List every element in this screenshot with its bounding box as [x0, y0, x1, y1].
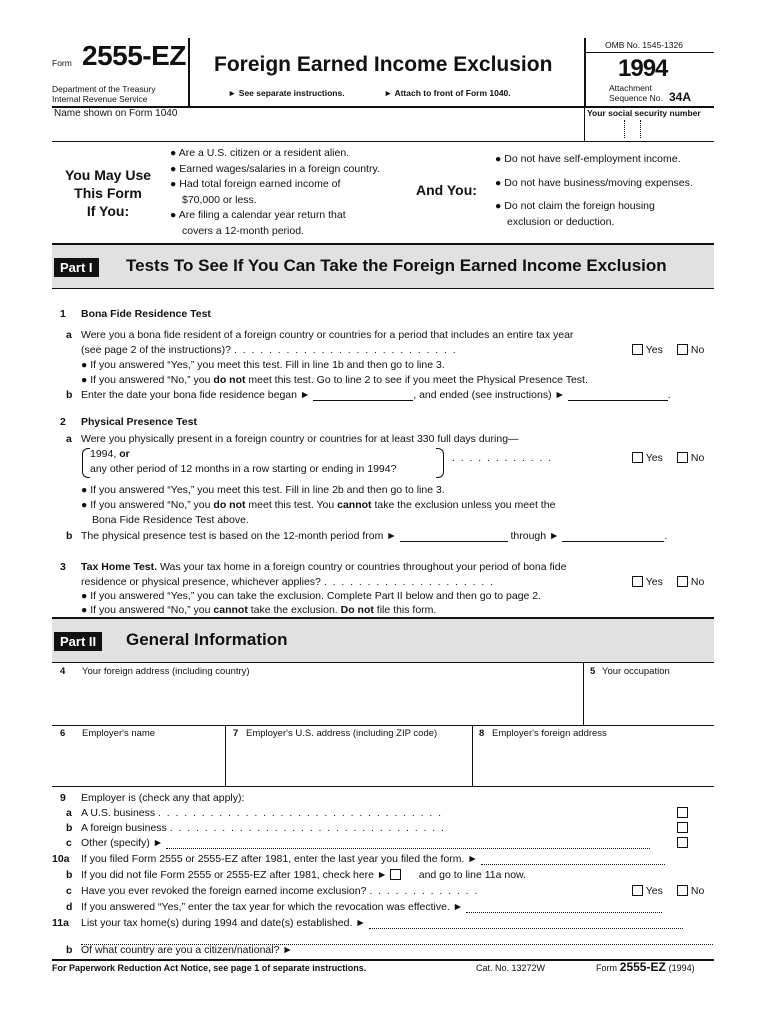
ssn-label: Your social security number	[587, 108, 701, 118]
line1-title: Bona Fide Residence Test	[81, 308, 211, 320]
line2b-letter: b	[66, 530, 73, 542]
line10a-number: 10a	[52, 853, 70, 865]
line9-text: Employer is (check any that apply):	[81, 792, 245, 804]
other-checkbox[interactable]	[677, 837, 688, 848]
eligibility-left-list	[170, 146, 380, 239]
employer-foreign-address-field[interactable]	[475, 742, 712, 784]
eligibility-item: ● Do not claim the foreign housing	[495, 200, 655, 212]
tax-home-field[interactable]	[369, 928, 683, 929]
line1-bullet2: ● If you answered “No,” you do not meet this test. Go to line 2 to see if you meet the Physical Presence Test.	[81, 374, 588, 386]
line9b-text: A foreign business . . . . . . . . . . . . . . . . . . . . . . . . . . . . . . . .	[81, 822, 444, 834]
line1a-letter: a	[66, 329, 72, 341]
line1a-yes[interactable]: Yes	[632, 344, 663, 356]
checkbox[interactable]	[632, 344, 643, 355]
occupation-field[interactable]	[586, 680, 712, 724]
checkbox[interactable]	[632, 576, 643, 587]
line11b-text: Of what country are you a citizen/national? ►	[81, 944, 293, 956]
line5-number: 5	[590, 666, 596, 677]
line3-bullet1: ● If you answered “Yes,” you can take the exclusion. Complete Part II below and then go to page 2.	[81, 590, 542, 602]
line2a-no[interactable]: No	[677, 452, 704, 464]
omb-number: OMB No. 1545-1326	[605, 40, 683, 50]
line2a-opt1: 1994, or	[90, 448, 130, 460]
line2-bullet2-cont: Bona Fide Residence Test above.	[92, 514, 249, 526]
name-field[interactable]	[52, 118, 582, 140]
line9a-letter: a	[66, 807, 72, 819]
line2-title: Physical Presence Test	[81, 416, 197, 428]
line5-label: Your occupation	[602, 666, 670, 677]
foreign-address-field[interactable]	[54, 680, 580, 724]
eligibility-right-list	[495, 152, 693, 230]
line8-label: Employer's foreign address	[492, 728, 607, 739]
line2a-letter: a	[66, 433, 72, 445]
line1a-text2: (see page 2 of the instructions)? . . . . . . . . . . . . . . . . . . . . . . . . . .	[81, 344, 456, 356]
line10c-no[interactable]: No	[677, 885, 704, 897]
line10d-letter: d	[66, 901, 73, 913]
line4-number: 4	[60, 666, 66, 677]
us-business-checkbox[interactable]	[677, 807, 688, 818]
line1b-letter: b	[66, 389, 73, 401]
line3-bullet2: ● If you answered “No,” you cannot take the exclusion. Do not file this form.	[81, 604, 437, 616]
line10b-letter: b	[66, 869, 73, 881]
sequence-number: 34A	[669, 90, 692, 104]
instruction-attach: ► Attach to front of Form 1040.	[384, 88, 511, 98]
other-specify-field[interactable]	[166, 848, 650, 849]
line7-number: 7	[233, 728, 239, 739]
eligibility-item: ● Are a U.S. citizen or a resident alien.	[170, 147, 350, 159]
line3-yes[interactable]: Yes	[632, 576, 663, 588]
eligibility-item: covers a 12-month period.	[182, 224, 304, 237]
attachment-label: Attachment	[609, 83, 652, 93]
line4-label: Your foreign address (including country)	[82, 666, 250, 677]
line6-number: 6	[60, 728, 66, 739]
residence-ended-field[interactable]	[568, 400, 668, 401]
period-from-field[interactable]	[400, 541, 508, 542]
line2a-yes[interactable]: Yes	[632, 452, 663, 464]
employer-name-field[interactable]	[54, 742, 222, 784]
eligibility-item: $70,000 or less.	[182, 193, 257, 206]
eligibility-item: ● Had total foreign earned income of	[170, 178, 341, 190]
line3-text2: residence or physical presence, whichever applies? . . . . . . . . . . . . . . . . . . . .	[81, 576, 494, 588]
checkbox[interactable]	[677, 576, 688, 587]
revocation-year-field[interactable]	[466, 912, 662, 913]
eligibility-item: ● Do not have self-employment income.	[495, 153, 681, 165]
line2a-text: Were you physically present in a foreign country or countries for at least 330 full days during—	[81, 433, 519, 445]
line9c-letter: c	[66, 837, 72, 849]
eligibility-item: ● Are filing a calendar year return that	[170, 209, 346, 221]
checkbox[interactable]	[677, 344, 688, 355]
did-not-file-checkbox[interactable]	[390, 869, 401, 880]
line3-number: 3	[60, 561, 66, 573]
line10c-text: Have you ever revoked the foreign earned income exclusion? . . . . . . . . . . . . .	[81, 885, 478, 897]
form-number: 2555-EZ	[82, 40, 186, 71]
line1-bullet1: ● If you answered “Yes,” you meet this test. Fill in line 1b and then go to line 3.	[81, 359, 445, 371]
line10a-text: If you filed Form 2555 or 2555-EZ after 1981, enter the last year you filed the form. ►	[81, 853, 665, 865]
line9-number: 9	[60, 792, 66, 804]
line8-number: 8	[479, 728, 485, 739]
part2-title: General Information	[126, 630, 288, 649]
line1a-no[interactable]: No	[677, 344, 704, 356]
part1-tag: Part I	[54, 258, 99, 277]
line10d-text: If you answered “Yes,” enter the tax year for which the revocation was effective. ►	[81, 901, 662, 913]
dept-line1: Department of the Treasury	[52, 84, 156, 94]
checkbox[interactable]	[632, 885, 643, 896]
part2-tag: Part II	[54, 632, 102, 651]
and-you-heading: And You:	[416, 182, 477, 198]
line2-bullet2: ● If you answered “No,” you do not meet this test. You cannot take the exclusion unless you meet the	[81, 499, 556, 511]
line9c-text: Other (specify) ►	[81, 837, 650, 849]
line7-label: Employer's U.S. address (including ZIP code)	[246, 728, 438, 739]
line10b-text: If you did not file Form 2555 or 2555-EZ after 1981, check here ► and go to line 11a now.	[81, 869, 526, 881]
line1-number: 1	[60, 308, 66, 320]
eligibility-heading: You May Use This Form If You:	[64, 167, 152, 219]
period-through-field[interactable]	[562, 541, 664, 542]
line2a-opt2: any other period of 12 months in a row starting or ending in 1994?	[90, 463, 397, 475]
employer-us-address-field[interactable]	[228, 742, 470, 784]
eligibility-item: ● Earned wages/salaries in a foreign country.	[170, 162, 380, 175]
line10c-yes[interactable]: Yes	[632, 885, 663, 897]
instruction-see: ► See separate instructions.	[228, 88, 345, 98]
tax-year: 1994	[618, 55, 668, 82]
eligibility-item: ● Do not have business/moving expenses.	[495, 176, 693, 189]
footer-form-id: Form 2555-EZ (1994)	[596, 960, 695, 974]
line10c-letter: c	[66, 885, 72, 897]
line3-no[interactable]: No	[677, 576, 704, 588]
last-year-filed-field[interactable]	[481, 864, 665, 865]
checkbox[interactable]	[632, 452, 643, 463]
eligibility-item: exclusion or deduction.	[507, 215, 615, 228]
line2-number: 2	[60, 416, 66, 428]
name-label: Name shown on Form 1040	[54, 108, 178, 119]
line2b-text: The physical presence test is based on the 12-month period from ► through ► .	[81, 530, 668, 542]
line11a-number: 11a	[52, 917, 69, 929]
line9b-letter: b	[66, 822, 73, 834]
paperwork-notice: For Paperwork Reduction Act Notice, see page 1 of separate instructions.	[52, 963, 367, 973]
line1b-text: Enter the date your bona fide residence began ► , and ended (see instructions) ► .	[81, 389, 671, 401]
residence-began-field[interactable]	[313, 400, 413, 401]
ssn-field[interactable]	[588, 118, 712, 140]
form-title: Foreign Earned Income Exclusion	[214, 53, 553, 76]
line3-text: Tax Home Test. Was your tax home in a foreign country or countries throughout your period of bona fide	[81, 561, 567, 573]
dept-line2: Internal Revenue Service	[52, 94, 148, 104]
line9a-text: A U.S. business . . . . . . . . . . . . . . . . . . . . . . . . . . . . . . . . .	[81, 807, 442, 819]
line1a-text: Were you a bona fide resident of a foreign country or countries for a period that includes an entire tax year	[81, 329, 574, 341]
form-label: Form	[52, 58, 72, 68]
line11b-letter: b	[66, 944, 73, 956]
part1-title: Tests To See If You Can Take the Foreign Earned Income Exclusion	[126, 256, 667, 275]
checkbox[interactable]	[677, 885, 688, 896]
sequence-label: Sequence No.	[609, 93, 663, 103]
line11a-text: List your tax home(s) during 1994 and date(s) established. ►	[81, 917, 683, 929]
checkbox[interactable]	[677, 452, 688, 463]
line6-label: Employer's name	[82, 728, 156, 739]
catalog-number: Cat. No. 13272W	[476, 963, 546, 973]
foreign-business-checkbox[interactable]	[677, 822, 688, 833]
line2-bullet1: ● If you answered “Yes,” you meet this test. Fill in line 2b and then go to line 3.	[81, 484, 445, 496]
